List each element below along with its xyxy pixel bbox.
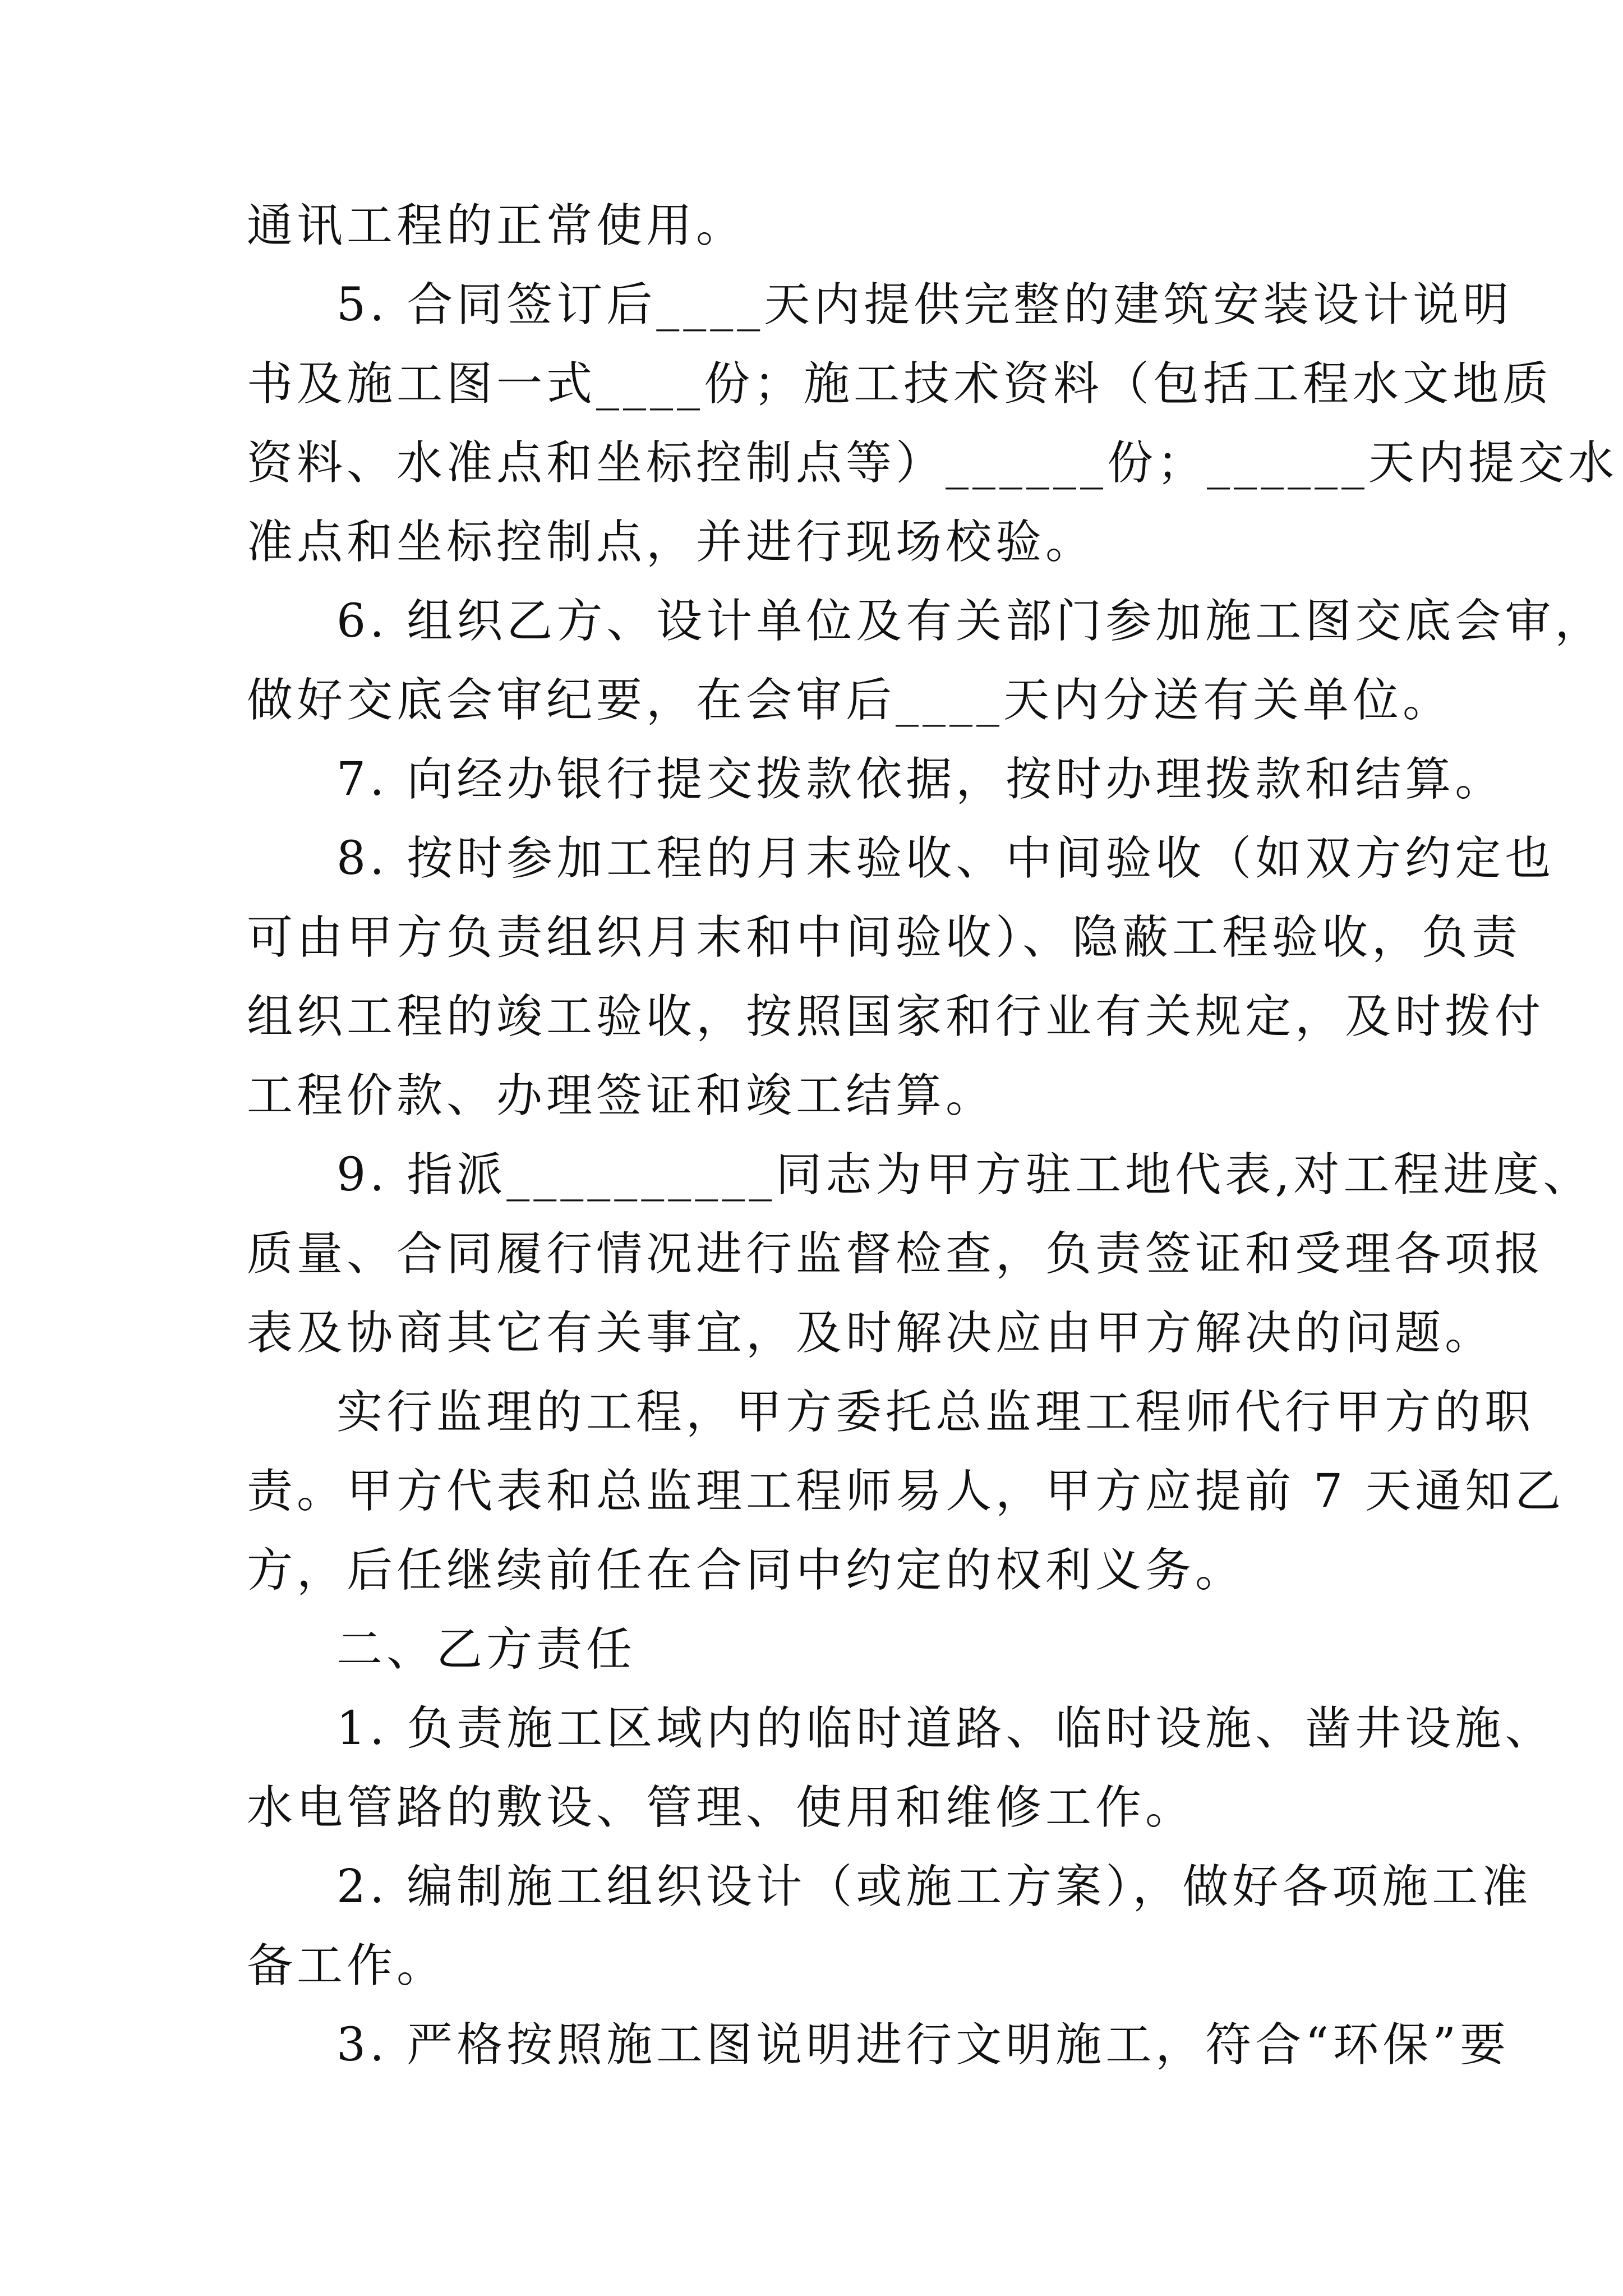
text-line: 责。甲方代表和总监理工程师易人，甲方应提前 7 天通知乙 [247, 1465, 1565, 1518]
clause-5: 5. 合同签订后____天内提供完整的建筑安装设计说明 [336, 278, 1513, 332]
text-line: 表及协商其它有关事宜，及时解决应由甲方解决的问题。 [247, 1306, 1495, 1360]
clause-6: 6. 组织乙方、设计单位及有关部门参加施工图交底会审， [336, 595, 1605, 648]
text-line: 可由甲方负责组织月末和中间验收）、隐蔽工程验收，负责 [247, 911, 1522, 964]
text-line: 组织工程的竣工验收，按照国家和行业有关规定，及时拨付 [247, 990, 1545, 1043]
clause-7: 7. 向经办银行提交拨款依据，按时办理拨款和结算。 [336, 753, 1505, 806]
section-heading-party-b: 二、乙方责任 [336, 1623, 637, 1676]
text-line: 水电管路的敷设、管理、使用和维修工作。 [247, 1781, 1196, 1834]
clause-9: 9. 指派__________同志为甲方驻工地代表,对工程进度、 [336, 1148, 1593, 1202]
text-line: 工程价款、办理签证和竣工结算。 [247, 1069, 996, 1122]
party-b-clause-3: 3. 严格按照施工图说明进行文明施工，符合“环保”要 [336, 2018, 1510, 2072]
text-line: 通讯工程的正常使用。 [247, 199, 746, 252]
text-line: 做好交底会审纪要，在会审后____天内分送有关单位。 [247, 674, 1453, 727]
text-line: 方，后任继续前任在合同中约定的权利义务。 [247, 1544, 1246, 1597]
supervision-paragraph: 实行监理的工程，甲方委托总监理工程师代行甲方的职 [336, 1386, 1535, 1439]
text-line: 备工作。 [247, 1939, 447, 1993]
text-line: 质量、合同履行情况进行监督检查，负责签证和受理各项报 [247, 1227, 1545, 1281]
text-line: 书及施工图一式____份；施工技术资料（包括工程水文地质 [247, 357, 1553, 411]
clause-8: 8. 按时参加工程的月末验收、中间验收（如双方约定也 [336, 832, 1555, 885]
party-b-clause-1: 1. 负责施工区域内的临时道路、临时设施、凿井设施、 [336, 1702, 1555, 1755]
party-b-clause-2: 2. 编制施工组织设计（或施工方案），做好各项施工准 [336, 1860, 1532, 1913]
document-body [247, 186, 1619, 2085]
text-line: 资料、水准点和坐标控制点等）______份；______天内提交水 [247, 436, 1619, 490]
text-line: 准点和坐标控制点，并进行现场校验。 [247, 516, 1096, 569]
